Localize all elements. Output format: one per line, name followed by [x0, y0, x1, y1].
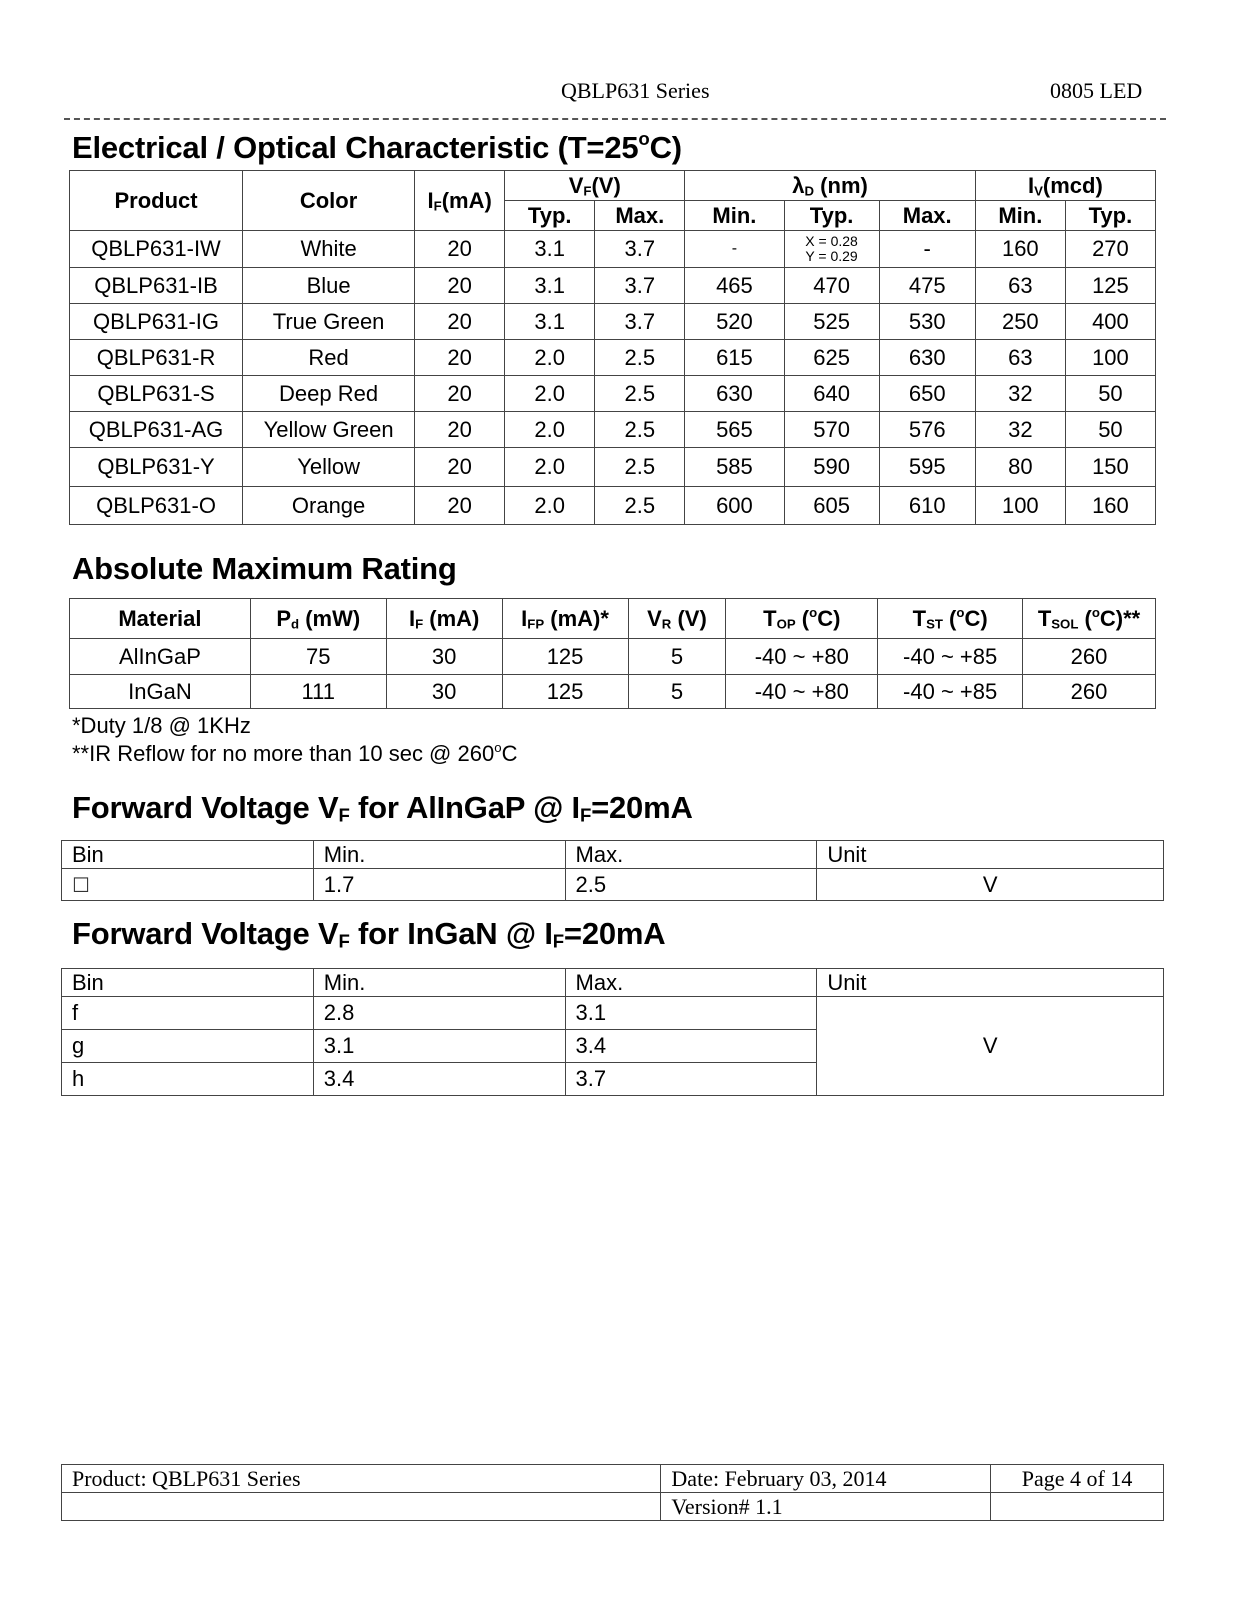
col-ifp: $I_{FP}$ (mA)*: [502, 599, 628, 639]
if-cell: 20: [415, 376, 505, 412]
vf-max-cell: 2.5: [595, 376, 685, 412]
top-cell: -40 ~ +80: [726, 639, 878, 675]
pd-cell: 111: [250, 675, 386, 709]
footer-empty-cell: [62, 1493, 661, 1521]
if-cell: 20: [415, 412, 505, 448]
max-header: Max.: [565, 841, 817, 869]
col-tst: $T_{ST}$ ($^o$C): [878, 599, 1023, 639]
iv-typ-cell: 125: [1065, 268, 1155, 304]
iv-typ-cell: 100: [1065, 340, 1155, 376]
col-iv: $I_V(mcd)$: [975, 171, 1155, 201]
footer-row: [62, 1465, 1164, 1493]
ld-min-cell: -: [685, 231, 784, 268]
note-duty: *Duty 1/8 @ 1KHz: [72, 713, 251, 738]
footer-version: Version# 1.1: [661, 1493, 991, 1521]
col-lambda-d: $\lambda_D$ (nm): [685, 171, 975, 201]
vf-max-cell: 2.5: [595, 412, 685, 448]
footer-row: [62, 1493, 1164, 1521]
table-row: [70, 639, 1156, 675]
max-cell: 3.7: [565, 1063, 817, 1096]
eo-header-row: [70, 171, 1156, 201]
iv-typ-cell: 160: [1065, 487, 1155, 525]
tst-cell: -40 ~ +85: [878, 675, 1023, 709]
vf-typ-cell: 2.0: [505, 340, 595, 376]
table-row: [62, 869, 1164, 901]
product-cell: QBLP631-O: [70, 487, 243, 525]
col-color: Color: [243, 171, 415, 231]
fv-header-row: [62, 969, 1164, 997]
ld-min-cell: 565: [685, 412, 784, 448]
unit-header: Unit: [817, 969, 1164, 997]
vf-typ-cell: 3.1: [505, 268, 595, 304]
fv-ingan-heading: Forward Voltage $V_F$ for InGaN @ $I_F=20mA$: [72, 916, 666, 952]
amr-notes: [72, 712, 517, 768]
chromaticity-y: Y = 0.29: [805, 248, 858, 264]
bin-cell: h: [62, 1063, 314, 1096]
iv-min-cell: 32: [975, 376, 1065, 412]
product-cell: QBLP631-R: [70, 340, 243, 376]
ld-min-cell: 585: [685, 448, 784, 487]
vf-max-header: Max.: [595, 201, 685, 231]
unit-cell: V: [817, 869, 1164, 901]
vf-typ-cell: 2.0: [505, 412, 595, 448]
eo-heading-unit: C): [649, 130, 682, 165]
table-row: [70, 340, 1156, 376]
ld-max-cell: 610: [879, 487, 975, 525]
product-cell: QBLP631-IB: [70, 268, 243, 304]
footer-date: Date: February 03, 2014: [661, 1465, 991, 1493]
amr-heading: Absolute Maximum Rating: [72, 551, 457, 586]
ld-max-cell: 595: [879, 448, 975, 487]
pd-cell: 75: [250, 639, 386, 675]
table-row: [70, 231, 1156, 268]
table-row: [70, 268, 1156, 304]
vr-cell: 5: [628, 639, 726, 675]
ld-min-cell: 465: [685, 268, 784, 304]
color-cell: Yellow Green: [243, 412, 415, 448]
min-cell: 3.4: [313, 1063, 565, 1096]
table-row: [70, 675, 1156, 709]
ld-min-cell: 615: [685, 340, 784, 376]
header-series: QBLP631 Series: [561, 78, 710, 103]
color-cell: Deep Red: [243, 376, 415, 412]
if-cell: 20: [415, 268, 505, 304]
ld-max-header: Max.: [879, 201, 975, 231]
min-cell: 1.7: [313, 869, 565, 901]
table-row: [70, 376, 1156, 412]
note-ir-reflow: **IR Reflow for no more than 10 sec @ 260$^o$C: [72, 739, 518, 766]
vr-cell: 5: [628, 675, 726, 709]
unit-cell: V: [817, 997, 1164, 1096]
ld-max-cell: -: [879, 231, 975, 268]
ld-min-header: Min.: [685, 201, 784, 231]
bin-cell: g: [62, 1030, 314, 1063]
iv-min-cell: 63: [975, 268, 1065, 304]
iv-min-cell: 80: [975, 448, 1065, 487]
vf-typ-header: Typ.: [505, 201, 595, 231]
max-header: Max.: [565, 969, 817, 997]
vf-max-cell: 2.5: [595, 487, 685, 525]
ld-typ-cell: 525: [784, 304, 879, 340]
vf-max-cell: 3.7: [595, 268, 685, 304]
iv-typ-cell: 50: [1065, 412, 1155, 448]
color-cell: Blue: [243, 268, 415, 304]
col-vf: $V_F(V)$: [505, 171, 685, 201]
material-cell: InGaN: [70, 675, 251, 709]
iv-min-cell: 160: [975, 231, 1065, 268]
product-cell: QBLP631-Y: [70, 448, 243, 487]
unit-header: Unit: [817, 841, 1164, 869]
ld-max-cell: 530: [879, 304, 975, 340]
header-divider: [64, 118, 1166, 120]
if-cell: 30: [386, 675, 502, 709]
if-cell: 20: [415, 304, 505, 340]
col-tsol: $T_{SOL}$ ($^o$C)**: [1023, 599, 1156, 639]
vf-typ-cell: 2.0: [505, 487, 595, 525]
iv-min-cell: 250: [975, 304, 1065, 340]
page-footer: [61, 1464, 1164, 1521]
tst-cell: -40 ~ +85: [878, 639, 1023, 675]
ifp-cell: 125: [502, 675, 628, 709]
electrical-optical-table: [69, 170, 1156, 525]
color-cell: Orange: [243, 487, 415, 525]
eo-heading-text: Electrical / Optical Characteristic (T=25: [72, 130, 639, 165]
iv-typ-header: Typ.: [1065, 201, 1155, 231]
iv-typ-cell: 150: [1065, 448, 1155, 487]
top-cell: -40 ~ +80: [726, 675, 878, 709]
color-cell: True Green: [243, 304, 415, 340]
col-top: $T_{OP}$ ($^o$C): [726, 599, 878, 639]
vf-typ-cell: 2.0: [505, 376, 595, 412]
min-cell: 3.1: [313, 1030, 565, 1063]
if-cell: 20: [415, 487, 505, 525]
min-cell: 2.8: [313, 997, 565, 1030]
footer-page-number: Page 4 of 14: [991, 1465, 1164, 1493]
ld-typ-cell: 605: [784, 487, 879, 525]
vf-max-cell: 2.5: [595, 448, 685, 487]
eo-heading: [72, 127, 682, 166]
ld-max-cell: 630: [879, 340, 975, 376]
iv-typ-cell: 400: [1065, 304, 1155, 340]
ld-typ-cell: 570: [784, 412, 879, 448]
fv-alingap-table: [61, 840, 1164, 901]
product-cell: QBLP631-IG: [70, 304, 243, 340]
material-cell: AlInGaP: [70, 639, 251, 675]
vf-typ-cell: 3.1: [505, 231, 595, 268]
ld-typ-cell: [784, 231, 879, 268]
col-pd: $P_d$ (mW): [250, 599, 386, 639]
chromaticity-x: X = 0.28: [805, 233, 858, 249]
product-cell: QBLP631-S: [70, 376, 243, 412]
header-product-type: 0805 LED: [1050, 78, 1143, 103]
ld-min-cell: 630: [685, 376, 784, 412]
iv-min-cell: 32: [975, 412, 1065, 448]
footer-empty-cell: [991, 1493, 1164, 1521]
iv-typ-cell: 270: [1065, 231, 1155, 268]
iv-typ-cell: 50: [1065, 376, 1155, 412]
col-if: $I_F(mA)$: [415, 171, 505, 231]
bin-cell: [62, 869, 314, 901]
ld-typ-cell: 640: [784, 376, 879, 412]
ld-typ-header: Typ.: [784, 201, 879, 231]
table-row: [62, 997, 1164, 1030]
vf-max-cell: 3.7: [595, 231, 685, 268]
footer-product: Product: QBLP631 Series: [62, 1465, 661, 1493]
ifp-cell: 125: [502, 639, 628, 675]
if-cell: 30: [386, 639, 502, 675]
col-material: Material: [70, 599, 251, 639]
col-vr: $V_R$ (V): [628, 599, 726, 639]
fv-header-row: [62, 841, 1164, 869]
absolute-maximum-rating-table: [69, 598, 1156, 709]
tsol-cell: 260: [1023, 639, 1156, 675]
tsol-cell: 260: [1023, 675, 1156, 709]
degree-mark: o: [638, 127, 650, 149]
checkbox-icon: ☐: [72, 872, 90, 897]
if-cell: 20: [415, 231, 505, 268]
vf-max-cell: 2.5: [595, 340, 685, 376]
min-header: Min.: [313, 841, 565, 869]
ld-max-cell: 576: [879, 412, 975, 448]
vf-typ-cell: 2.0: [505, 448, 595, 487]
table-row: [70, 304, 1156, 340]
product-cell: QBLP631-AG: [70, 412, 243, 448]
if-cell: 20: [415, 340, 505, 376]
iv-min-cell: 63: [975, 340, 1065, 376]
ld-typ-cell: 470: [784, 268, 879, 304]
max-cell: 3.1: [565, 997, 817, 1030]
max-cell: 2.5: [565, 869, 817, 901]
table-row: [70, 412, 1156, 448]
ld-typ-cell: 590: [784, 448, 879, 487]
col-product: Product: [70, 171, 243, 231]
iv-min-cell: 100: [975, 487, 1065, 525]
vf-typ-cell: 3.1: [505, 304, 595, 340]
table-row: [70, 448, 1156, 487]
max-cell: 3.4: [565, 1030, 817, 1063]
col-if: $I_F$ (mA): [386, 599, 502, 639]
fv-ingan-table: [61, 968, 1164, 1096]
bin-header: Bin: [62, 841, 314, 869]
table-row: [70, 487, 1156, 525]
iv-min-header: Min.: [975, 201, 1065, 231]
amr-header-row: [70, 599, 1156, 639]
ld-max-cell: 650: [879, 376, 975, 412]
if-cell: 20: [415, 448, 505, 487]
color-cell: Yellow: [243, 448, 415, 487]
product-cell: QBLP631-IW: [70, 231, 243, 268]
ld-min-cell: 600: [685, 487, 784, 525]
ld-typ-cell: 625: [784, 340, 879, 376]
vf-max-cell: 3.7: [595, 304, 685, 340]
fv-alingap-heading: Forward Voltage $V_F$ for AlInGaP @ $I_F=20mA$: [72, 790, 693, 826]
min-header: Min.: [313, 969, 565, 997]
color-cell: White: [243, 231, 415, 268]
bin-header: Bin: [62, 969, 314, 997]
color-cell: Red: [243, 340, 415, 376]
bin-cell: f: [62, 997, 314, 1030]
ld-min-cell: 520: [685, 304, 784, 340]
ld-max-cell: 475: [879, 268, 975, 304]
